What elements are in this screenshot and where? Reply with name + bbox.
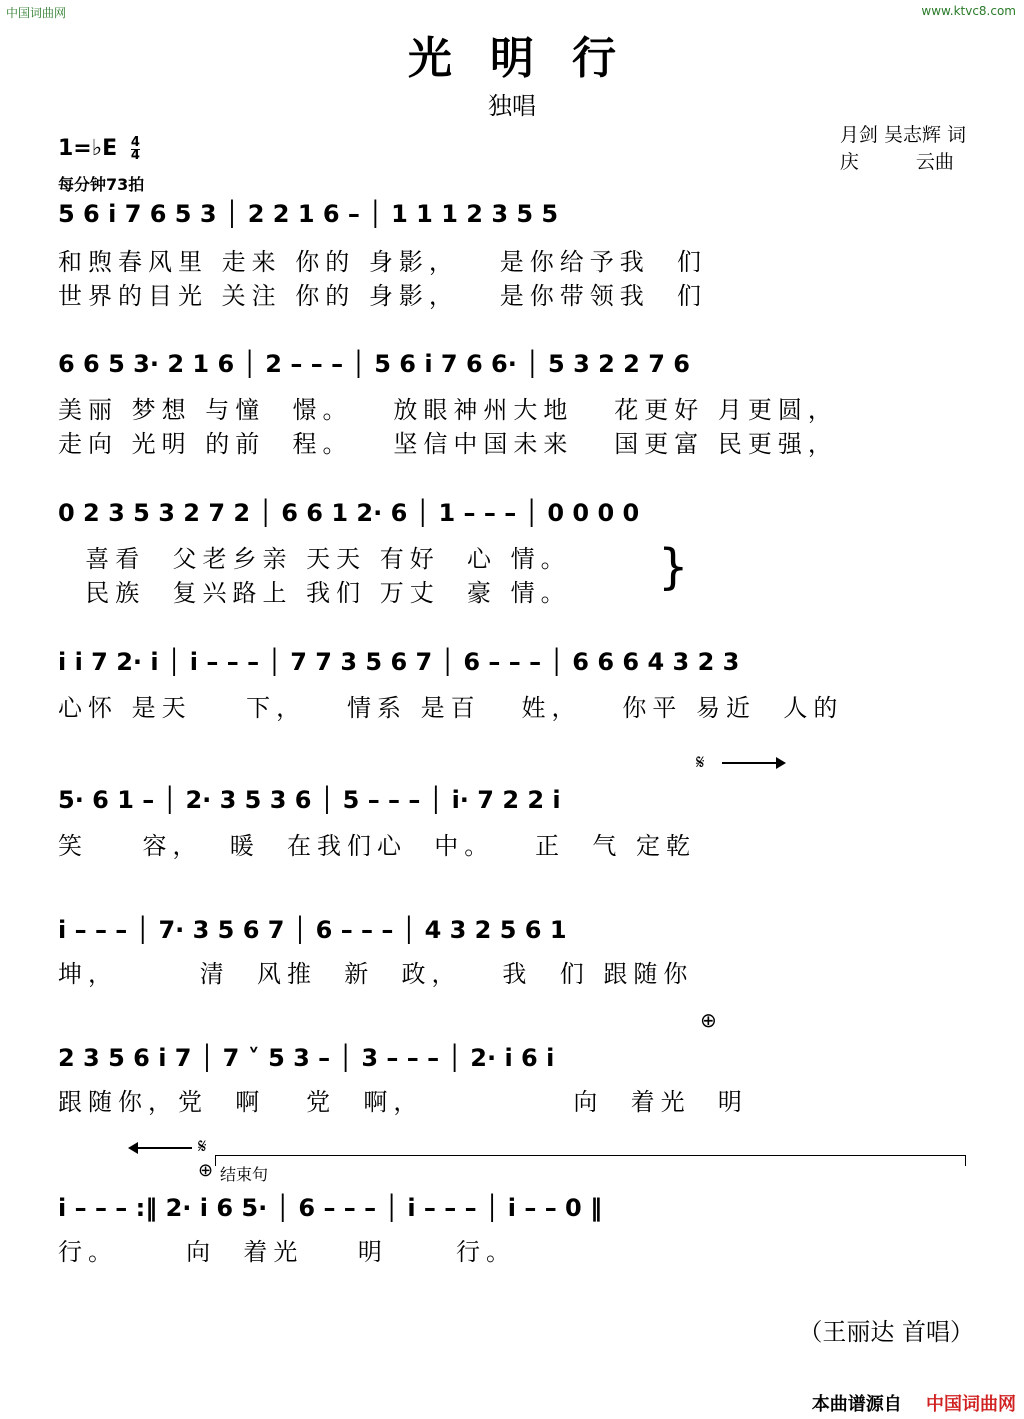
credits xyxy=(840,122,966,176)
key-signature xyxy=(58,136,140,162)
composer-credit: 庆 云曲 xyxy=(839,151,954,173)
lyric-verse-2: 世界的目光 关注 你的 身影， 是你带领我 们 xyxy=(58,282,708,310)
lyric-verse-1: 和煦春风里 走来 你的 身影， 是你给予我 们 xyxy=(58,248,708,276)
lyric-verse-1: 美丽 梦想 与憧 憬。 放眼神州大地 花更好 月更圆， xyxy=(58,396,838,424)
ending-bracket xyxy=(215,1155,966,1166)
notes-line: i i 7 2· i │ i – – – │ 7 7 3 5 6 7 │ 6 – – – │ 6 6 6 4 3 2 3 xyxy=(58,648,740,676)
verse-brace: } xyxy=(658,539,689,595)
lyric-line: 笑 容， 暖 在我们心 中。 正 气 定乾 xyxy=(58,832,697,860)
song-title: 光明行 xyxy=(408,33,654,84)
site-url-top-right[interactable]: www.ktvc8.com xyxy=(921,4,1016,18)
segno-sign-return: 𝄋 xyxy=(198,1134,207,1158)
notes-line: i – – – :‖ 2· i 6 5· │ 6 – – – │ i – – – │ i – – 0 ‖ xyxy=(58,1194,603,1222)
ending-label: 结束句 xyxy=(220,1165,269,1184)
notes-line: 6 6 5 3· 2 1 6 │ 2 – – – │ 5 6 i 7 6 6· │ 5 3 2 2 7 6 xyxy=(58,350,690,378)
notes-line: i – – – │ 7· 3 5 6 7 │ 6 – – – │ 4 3 2 5 6 1 xyxy=(58,916,567,944)
coda-sign: ⊕ xyxy=(700,1008,717,1032)
site-name-top-left[interactable]: 中国词曲网 xyxy=(6,6,67,20)
arrow-left-icon xyxy=(130,1147,192,1149)
lyric-line: 跟随你，党 啊 党 啊， 向 着光 明 xyxy=(58,1088,748,1116)
time-signature xyxy=(130,134,140,163)
lyric-verse-2: 民族 复兴路上 我们 万丈 豪 情。 xyxy=(58,579,571,607)
source-label: 本曲谱源自 xyxy=(811,1394,902,1415)
lyric-verse-1: 喜看 父老乡亲 天天 有好 心 情。 xyxy=(58,545,571,573)
notes-line: 0 2 3 5 3 2 7 2 │ 6 6 1 2· 6 │ 1 – – – │ 0 0 0 0 xyxy=(58,499,640,527)
lyric-line: 心怀 是天 下， 情系 是百 姓， 你平 易近 人的 xyxy=(58,694,844,722)
notes-line: 5· 6 1 – │ 2· 3 5 3 6 │ 5 – – – │ i· 7 2 2 i xyxy=(58,786,561,814)
meter-top: 4 xyxy=(130,134,140,150)
tempo-marking: 每分钟73拍 xyxy=(58,175,145,194)
notes-line: 2 3 5 6 i 7 │ 7 ˅ 5 3 – │ 3 – – – │ 2· i 6 i xyxy=(58,1044,555,1072)
coda-sign-ending: ⊕ xyxy=(198,1160,214,1181)
key-label: 1=♭E xyxy=(58,136,118,161)
premiere-singer: （王丽达 首唱） xyxy=(798,1318,974,1346)
song-subtitle: 独唱 xyxy=(488,92,536,120)
segno-sign: 𝄋 xyxy=(696,750,705,774)
notes-line: 5 6 i 7 6 5 3 │ 2 2 1 6 – │ 1 1 1 2 3 5 5 xyxy=(58,200,559,228)
lyricist-credit: 月剑 吴志辉 词 xyxy=(839,124,966,146)
meter-bottom: 4 xyxy=(130,147,140,163)
arrow-right-icon xyxy=(722,762,784,764)
lyric-line: 坤， 清 风推 新 政， 我 们 跟随你 xyxy=(58,960,694,988)
source-footer xyxy=(812,1390,1016,1416)
source-brand[interactable]: 中国词曲网 xyxy=(926,1394,1016,1415)
lyric-line: 行。 向 着光 明 行。 xyxy=(58,1238,517,1266)
lyric-verse-2: 走向 光明 的前 程。 坚信中国未来 国更富 民更强， xyxy=(58,430,838,458)
